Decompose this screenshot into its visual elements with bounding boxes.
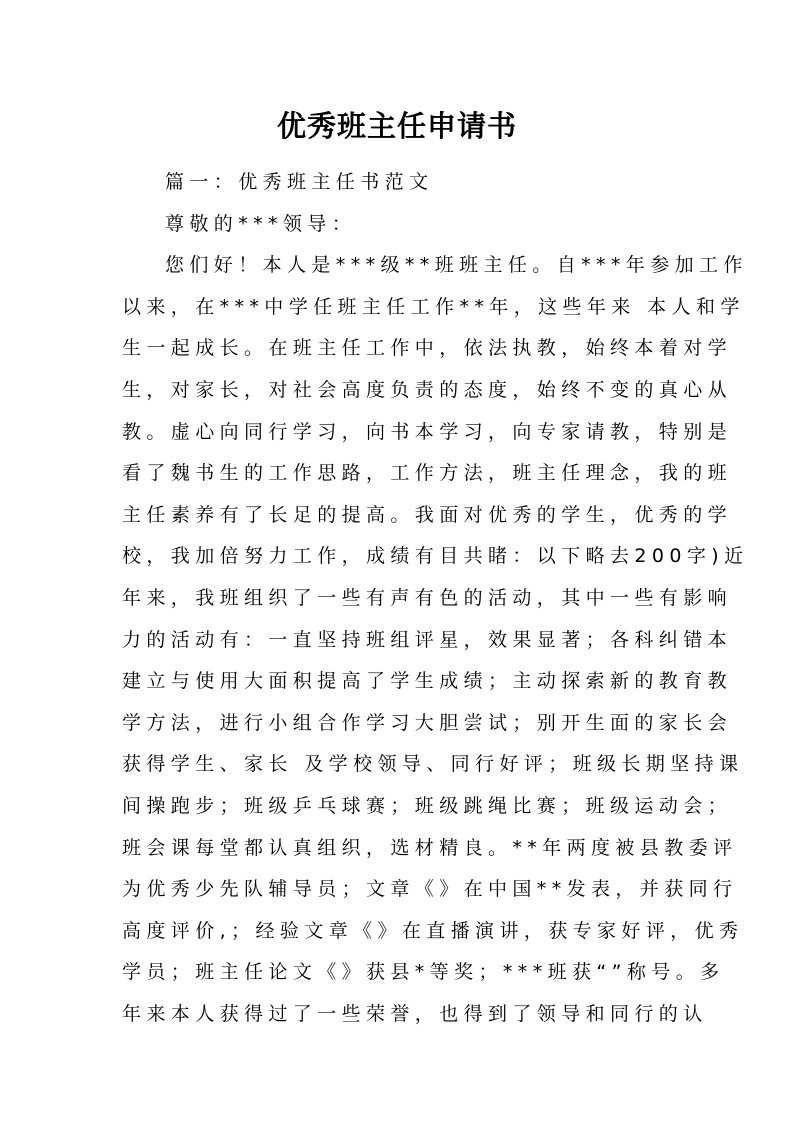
- salutation: 尊敬的***领导：: [165, 212, 357, 235]
- paragraph-line: 班会课每堂都认真组织，选材精良。**年两度被县教委评: [122, 836, 738, 859]
- paragraph-line: 生，对家长，对社会高度负责的态度，始终不变的真心从: [122, 378, 733, 401]
- paragraph-line: 校，我加倍努力工作，成绩有目共睹：以下略去200字)近: [122, 545, 749, 568]
- paragraph-line: 高度评价,；经验文章《》在直播演讲，获专家好评，优秀: [122, 919, 744, 942]
- paragraph-line: 主任素养有了长足的提高。我面对优秀的学生，优秀的学: [122, 503, 733, 526]
- section-heading: 篇一：优秀班主任书范文: [165, 171, 434, 193]
- paragraph-line: 间操跑步；班级乒乓球赛；班级跳绳比赛；班级运动会；: [122, 794, 733, 817]
- paragraph-line: 力的活动有：一直坚持班组评星，效果显著；各科纠错本: [122, 628, 733, 651]
- paragraph-line: 看了魏书生的工作思路，工作方法，班主任理念，我的班: [122, 462, 733, 485]
- paragraph-line: 学方法，进行小组合作学习大胆尝试；别开生面的家长会: [122, 711, 733, 734]
- paragraph-line: 教。虚心向同行学习，向书本学习，向专家请教，特别是: [122, 420, 733, 443]
- paragraph-line: 年来本人获得过了一些荣誉，也得到了领导和同行的认: [122, 1002, 708, 1025]
- paragraph-line: 年来，我班组织了一些有声有色的活动，其中一些有影响: [122, 586, 733, 609]
- document-title: 优秀班主任申请书: [276, 109, 517, 143]
- paragraph-line: 以来，在***中学任班主任工作**年，这些年来 本人和学: [122, 295, 745, 318]
- paragraph-line: 为优秀少先队辅导员；文章《》在中国**发表，并获同行: [122, 878, 738, 901]
- paragraph-line: 学员；班主任论文《》获县*等奖；***班获“”称号。多: [122, 961, 725, 984]
- paragraph-line: 您们好！本人是***级**班班主任。自***年参加工作: [165, 254, 748, 277]
- paragraph-line: 建立与使用大面积提高了学生成绩；主动探索新的教育教: [122, 670, 733, 693]
- document-body: [122, 162, 749, 1035]
- paragraph-line: 生一起成长。在班主任工作中，依法执教，始终本着对学: [122, 337, 733, 360]
- paragraph-line: 获得学生、家长 及学校领导、同行好评；班级长期坚持课: [122, 753, 744, 776]
